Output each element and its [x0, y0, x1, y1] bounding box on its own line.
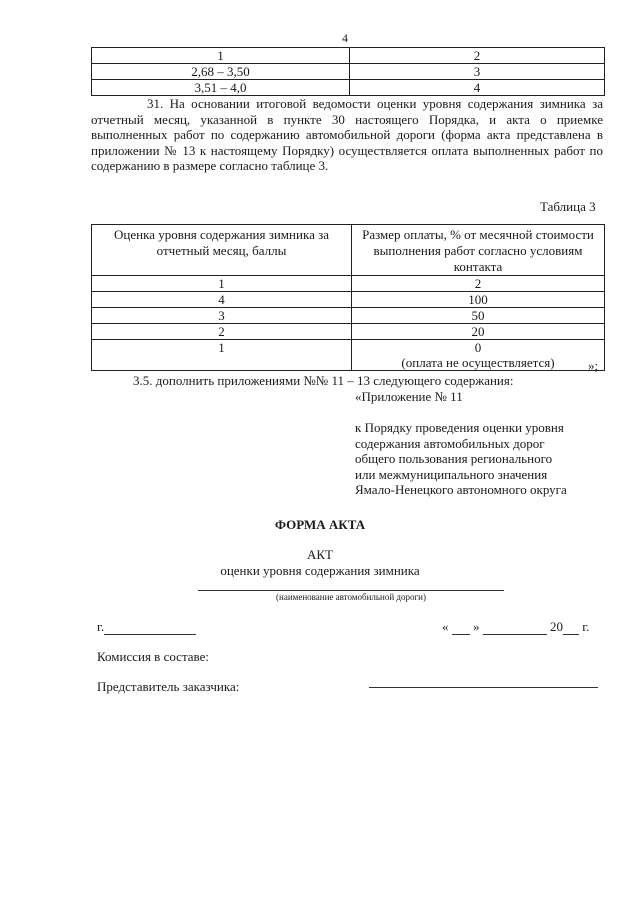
page-number: 4	[342, 31, 348, 45]
payment-table	[91, 224, 605, 371]
table-row: 2,68 – 3,50 3	[92, 64, 605, 80]
header-payment: Размер оплаты, % от месячной стоимости выполнения работ согласно условиям контакта	[352, 225, 605, 276]
act-title: АКТ	[307, 547, 333, 562]
table-row: 3 50	[92, 308, 605, 324]
form-title: ФОРМА АКТА	[274, 517, 366, 532]
city-field: г.	[97, 619, 196, 635]
table-row: 1 2	[92, 276, 605, 292]
table-row: 2 20	[92, 324, 605, 340]
table-caption: Таблица 3	[540, 199, 596, 214]
road-name-line	[198, 590, 504, 591]
table-row: 1 2	[92, 48, 605, 64]
table-header-row	[92, 225, 605, 276]
item-3-5: 3.5. дополнить приложениями №№ 11 – 13 следующего содержания:	[133, 373, 514, 388]
table-row: 3,51 – 4,0 4	[92, 80, 605, 96]
act-subtitle: оценки уровня содержания зимника	[220, 563, 420, 578]
continuation-table	[91, 47, 605, 96]
closing-quote: »;	[588, 358, 599, 373]
header-score: Оценка уровня содержания зимника за отчетный месяц, баллы	[92, 225, 352, 276]
paragraph-31: 31. На основании итоговой ведомости оценки уровня содержания зимника за отчетный месяц, указанной в пункте 30 настоящего Порядка, и акта о приемке выполненных работ по содержанию автомобильной дороги (форма акта представлена в приложении № 13 к настоящему Порядку) осуществляется оплата выполненных работ по содержанию в размере согласно таблице 3.	[91, 96, 603, 174]
customer-label: Представитель заказчика:	[97, 679, 240, 694]
commission-label: Комиссия в составе:	[97, 649, 209, 664]
date-field: « » 20 г.	[442, 619, 590, 634]
table-row: 4 100	[92, 292, 605, 308]
appendix-label: «Приложение № 11	[355, 389, 463, 404]
customer-signature-line	[369, 687, 598, 688]
table-row: 1 0 (оплата не осуществляется)	[92, 340, 605, 371]
road-name-caption: (наименование автомобильной дороги)	[276, 592, 426, 602]
appendix-reference: к Порядку проведения оценки уровня содержания автомобильных дорог общего пользования регионального или межмуниципального значения Ямало-Ненецкого автономного округа	[355, 420, 567, 497]
